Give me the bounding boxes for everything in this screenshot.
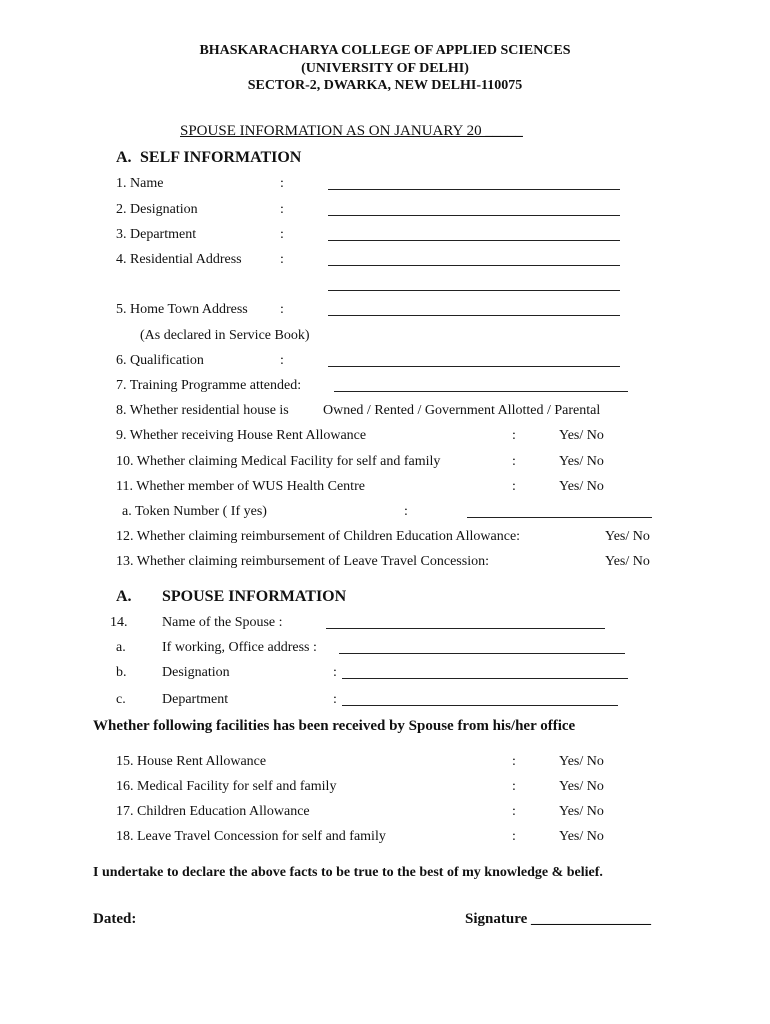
token-colon: :	[404, 504, 408, 519]
department-label: 3. Department	[116, 227, 197, 242]
spouse-name-label: Name of the Spouse :	[162, 615, 283, 630]
spouse-medical-label: 16. Medical Facility for self and family	[116, 779, 337, 794]
qualification-colon: :	[280, 353, 284, 368]
spouse-designation-label: Designation	[162, 665, 230, 680]
spouse-letter-a: a.	[116, 640, 126, 655]
designation-label: 2. Designation	[116, 202, 198, 217]
hra-colon: :	[512, 428, 516, 443]
residential-house-label: 8. Whether residential house is	[116, 403, 289, 418]
residential-address-field-2[interactable]	[328, 290, 620, 291]
spouse-office-label: If working, Office address :	[162, 640, 317, 655]
signature-label: Signature ________________	[465, 911, 651, 927]
self-section-heading: SELF INFORMATION	[140, 149, 302, 166]
medical-colon: :	[512, 454, 516, 469]
wus-label: 11. Whether member of WUS Health Centre	[116, 479, 365, 494]
training-field[interactable]	[334, 391, 628, 392]
spouse-ltc-yes-no[interactable]: Yes/ No	[559, 829, 604, 844]
children-edu-yes-no[interactable]: Yes/ No	[605, 529, 650, 544]
wus-colon: :	[512, 479, 516, 494]
university-name: (UNIVERSITY OF DELHI)	[301, 61, 469, 76]
spouse-hra-label: 15. House Rent Allowance	[116, 754, 267, 769]
department-field[interactable]	[328, 240, 620, 241]
facilities-heading: Whether following facilities has been received by Spouse from his/her office	[93, 718, 576, 734]
spouse-section-heading: SPOUSE INFORMATION	[162, 588, 347, 605]
spouse-designation-colon: :	[333, 665, 337, 680]
home-town-label: 5. Home Town Address	[116, 302, 248, 317]
home-town-field[interactable]	[328, 315, 620, 316]
hra-yes-no[interactable]: Yes/ No	[559, 428, 604, 443]
qualification-field[interactable]	[328, 366, 620, 367]
token-label: a. Token Number ( If yes)	[122, 504, 267, 519]
spouse-ltc-label: 18. Leave Travel Concession for self and family	[116, 829, 386, 844]
college-address: SECTOR-2, DWARKA, NEW DELHI-110075	[247, 78, 523, 93]
form-title: SPOUSE INFORMATION AS ON JANUARY 20 _____	[180, 123, 523, 139]
spouse-hra-colon: :	[512, 754, 516, 769]
residential-address-colon: :	[280, 252, 284, 267]
self-section-letter: A.	[116, 149, 132, 166]
qualification-label: 6. Qualification	[116, 353, 204, 368]
hra-label: 9. Whether receiving House Rent Allowance	[116, 428, 367, 443]
spouse-letter-b: b.	[116, 665, 127, 680]
designation-field[interactable]	[328, 215, 620, 216]
residential-address-label: 4. Residential Address	[116, 252, 242, 267]
spouse-children-edu-label: 17. Children Education Allowance	[116, 804, 310, 819]
residential-address-field-1[interactable]	[328, 265, 620, 266]
training-label: 7. Training Programme attended:	[116, 378, 302, 393]
declaration-text: I undertake to declare the above facts to be true to the best of my knowledge & belief.	[93, 865, 603, 880]
medical-label: 10. Whether claiming Medical Facility for self and family	[116, 454, 441, 469]
children-edu-label: 12. Whether claiming reimbursement of Children Education Allowance:	[116, 529, 521, 544]
home-town-note: (As declared in Service Book)	[140, 328, 310, 343]
spouse-name-field[interactable]	[326, 628, 605, 629]
token-field[interactable]	[467, 517, 652, 518]
medical-yes-no[interactable]: Yes/ No	[559, 454, 604, 469]
spouse-department-label: Department	[162, 692, 229, 707]
spouse-item-number: 14.	[110, 615, 128, 630]
spouse-department-colon: :	[333, 692, 337, 707]
spouse-children-edu-colon: :	[512, 804, 516, 819]
spouse-office-field[interactable]	[339, 653, 625, 654]
wus-yes-no[interactable]: Yes/ No	[559, 479, 604, 494]
department-colon: :	[280, 227, 284, 242]
name-colon: :	[280, 176, 284, 191]
designation-colon: :	[280, 202, 284, 217]
residential-house-options[interactable]: Owned / Rented / Government Allotted / Parental	[323, 403, 601, 418]
spouse-designation-field[interactable]	[342, 678, 628, 679]
spouse-letter-c: c.	[116, 692, 126, 707]
spouse-section-letter: A.	[116, 588, 132, 605]
spouse-department-field[interactable]	[342, 705, 618, 706]
name-field[interactable]	[328, 189, 620, 190]
name-label: 1. Name	[116, 176, 164, 191]
ltc-label: 13. Whether claiming reimbursement of Leave Travel Concession:	[116, 554, 489, 569]
college-name: BHASKARACHARYA COLLEGE OF APPLIED SCIENCES	[199, 43, 571, 58]
spouse-hra-yes-no[interactable]: Yes/ No	[559, 754, 604, 769]
ltc-yes-no[interactable]: Yes/ No	[605, 554, 650, 569]
home-town-colon: :	[280, 302, 284, 317]
spouse-medical-yes-no[interactable]: Yes/ No	[559, 779, 604, 794]
spouse-children-edu-yes-no[interactable]: Yes/ No	[559, 804, 604, 819]
spouse-ltc-colon: :	[512, 829, 516, 844]
spouse-medical-colon: :	[512, 779, 516, 794]
dated-label: Dated:	[93, 911, 137, 927]
